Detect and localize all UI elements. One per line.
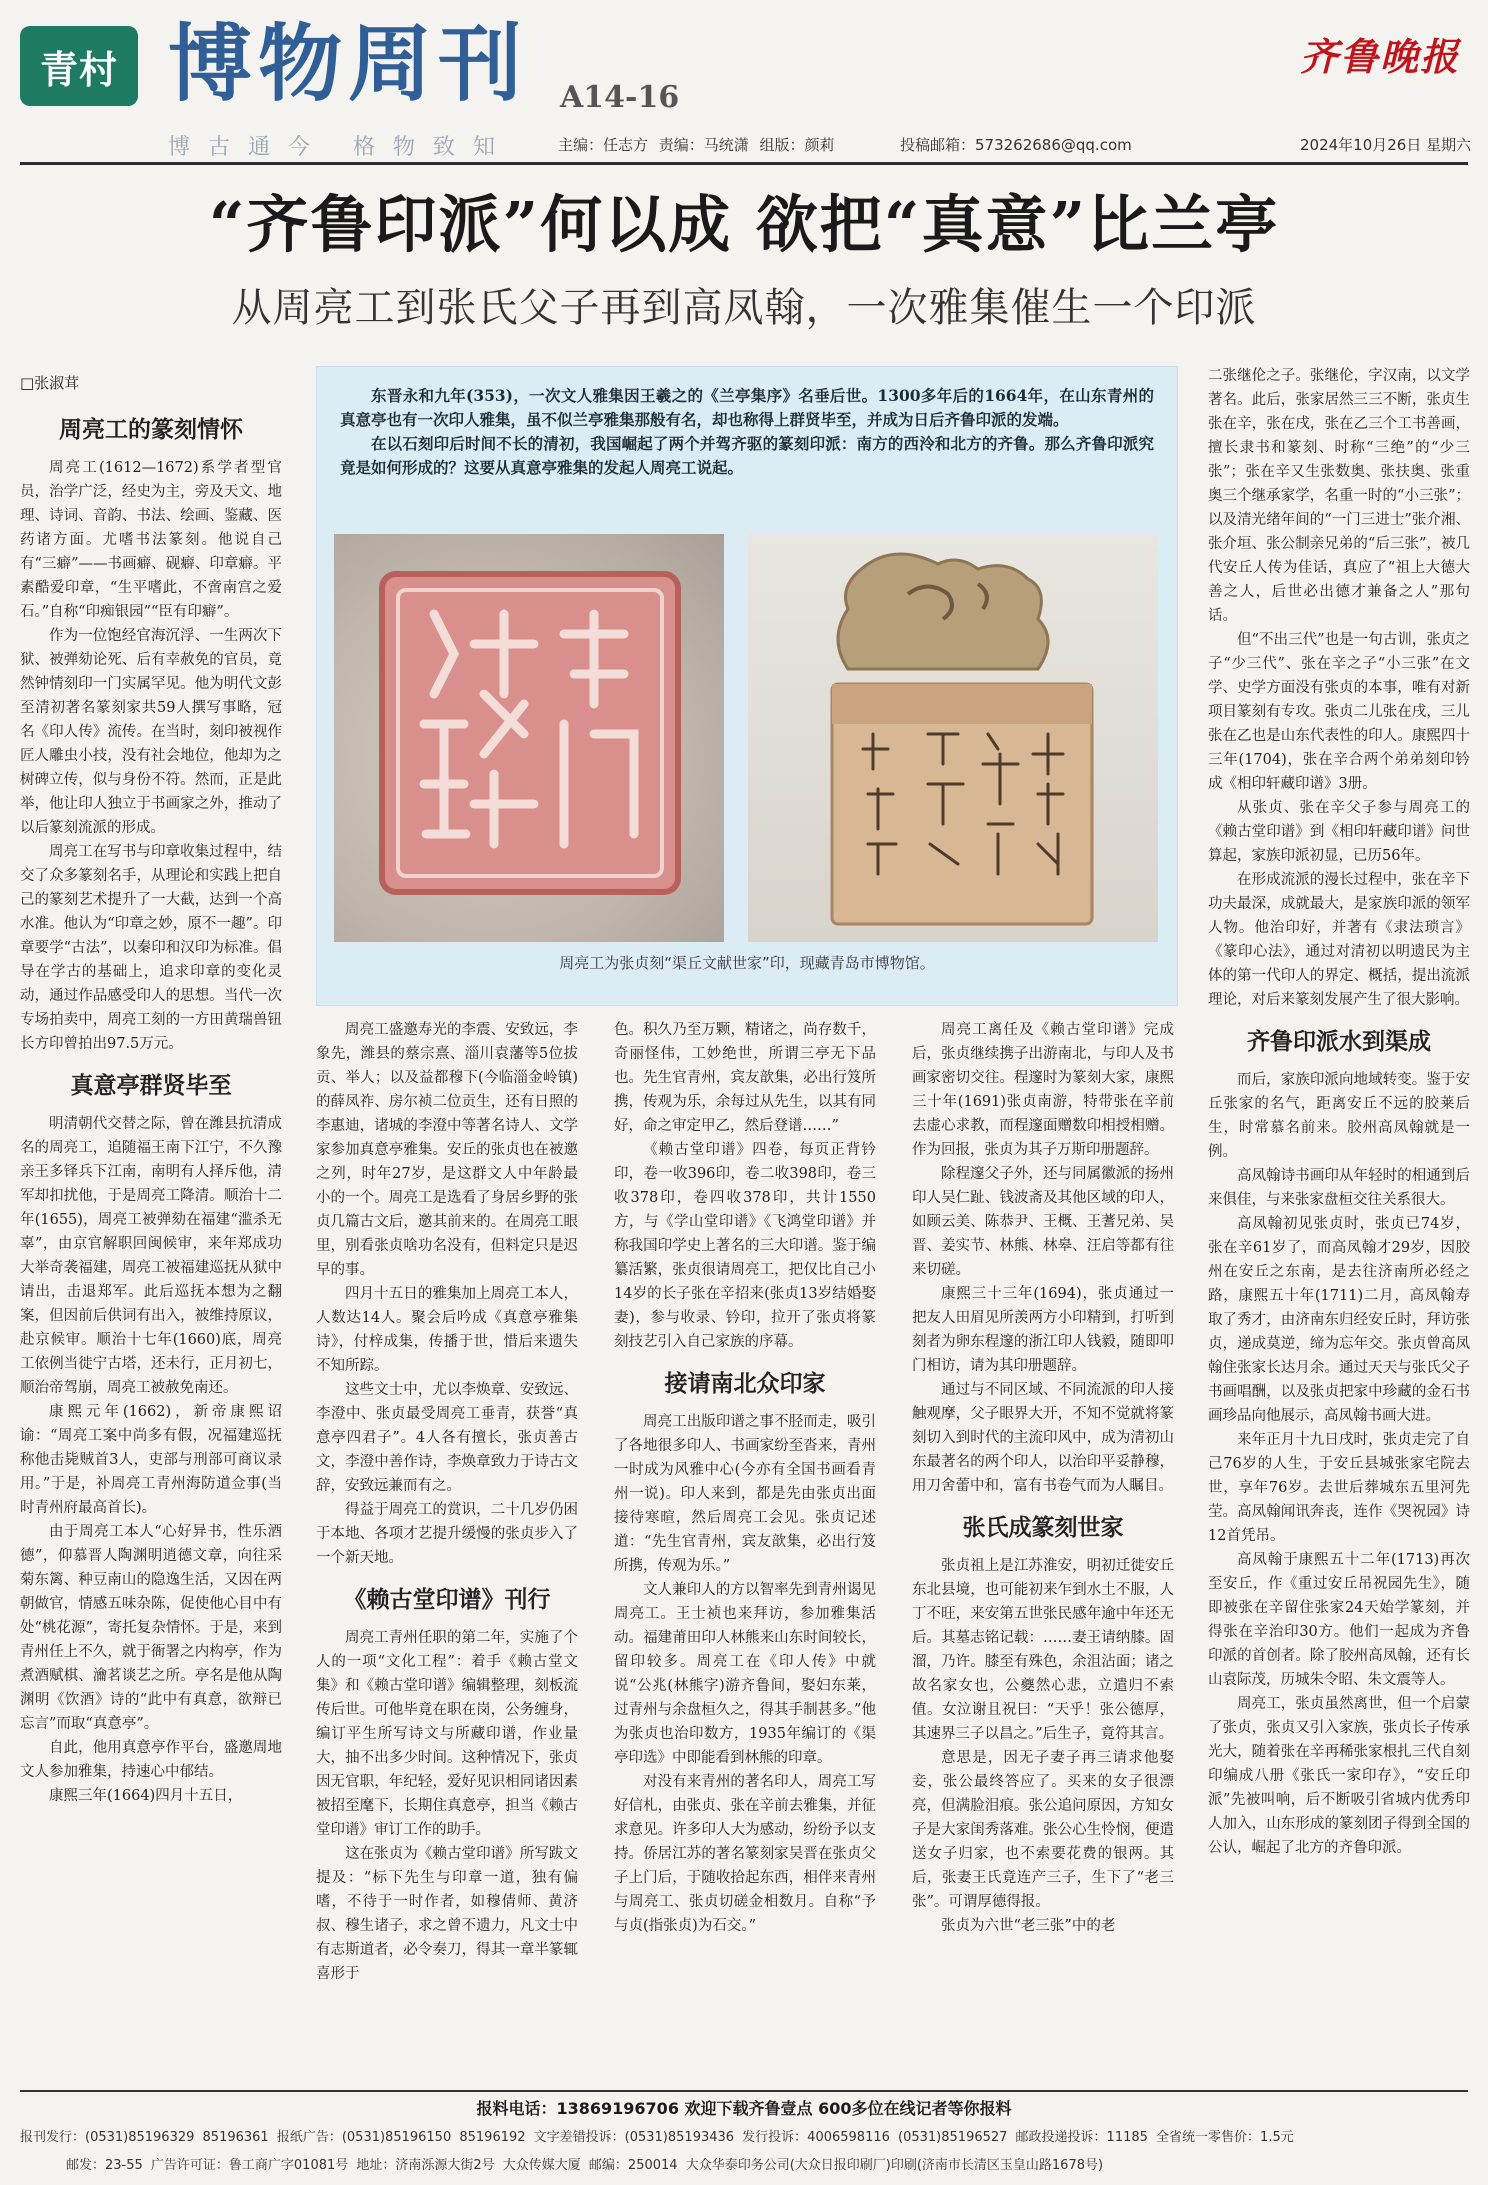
paragraph: 高凤翰于康熙五十二年(1713)再次至安丘，作《重过安丘吊祝园先生》，随即被张在辛留住张家24天始学篆刻，并得张在辛治印30方。他们一起成为齐鲁印派的首创者。除了胶州高凤翰，还有长山袁际茂，历城朱令昭、朱文震等人。 bbox=[1208, 1552, 1470, 1688]
subhead-shuidao: 齐鲁印派水到渠成 bbox=[1247, 1029, 1431, 1055]
footer-publisher-info: 邮发：23-55 广告许可证：鲁工商广字01081号 地址：济南泺源大街2号 大众传媒大厦 邮编：250014 大众华泰印务公司(大众日报印刷厂)印刷(济南市长清区玉皇山路1678号) bbox=[66, 2158, 1104, 2173]
column-4 bbox=[912, 1018, 1174, 2072]
paragraph: 得益于周亮工的赏识，二十几岁仍困于本地、各项才艺提升缓慢的张贞步入了一个新天地。 bbox=[316, 1502, 578, 1566]
column-3 bbox=[614, 1018, 876, 2072]
paragraph: 除程邃父子外，还与同属徽派的扬州印人吴仁趾、钱波斋及其他区域的印人，如顾云美、陈恭尹、王概、王蓍兄弟、吴晋、姜实节、林熊、林皋、汪启等都有往来切磋。 bbox=[912, 1166, 1174, 1278]
column-5 bbox=[1208, 364, 1470, 2072]
section-motto: 博古通今 格物致知 bbox=[168, 135, 513, 160]
paragraph: 张贞为六世“老三张”中的老 bbox=[941, 1918, 1116, 1934]
paragraph: 从张贞、张在辛父子参与周亮工的《赖古堂印谱》到《相印轩藏印谱》问世算起，家族印派初显，已历56年。 bbox=[1208, 800, 1470, 864]
paragraph: 意思是，因无子妻子再三请求他娶妾，张公最终答应了。买来的女子很漂亮，但满脸泪痕。张公追问原因，方知女子是大家闺秀落难。张公心生怜悯，便遣送女子归家，也不索要花费的银两。其后，张妻王氏竟连产三子，生下了“老三张”。可谓厚德得报。 bbox=[912, 1750, 1174, 1910]
seal-impression-photo bbox=[334, 534, 724, 942]
logo-text: 青村 bbox=[39, 46, 118, 92]
column-1 bbox=[20, 412, 282, 2072]
paragraph: 周亮工(1612—1672)系学者型官员，治学广泛，经史为主，旁及天文、地理、诗词、音韵、书法、绘画、鉴藏、医药诸方面。尤嗜书法篆刻。他说自己有“三癖”——书画癖、砚癖、印章癖。平素酷爱印章，“生平嗜此，不啻南宫之爱石。”自称“印痴银园”“臣有印癖”。 bbox=[20, 460, 282, 620]
submission-email: 投稿邮箱：573262686@qq.com bbox=[900, 136, 1132, 154]
intro-paragraph: 在以石刻印后时间不长的清初，我国崛起了两个并驾齐驱的篆刻印派：南方的西泠和北方的齐鲁。那么齐鲁印派究竟是如何形成的？这要从真意亭雅集的发起人周亮工说起。 bbox=[340, 434, 1154, 477]
paragraph: 周亮工在写书与印章收集过程中，结交了众多篆刻名手，从理论和实践上把自己的篆刻艺术提升了一大截，达到一个高水准。他认为“印章之妙，原不一趣”。印章要学“古法”，以秦印和汉印为标准。倡导在学古的基础上，追求印章的变化灵动，通过作品感受印人的思想。当代一次专场拍卖中，周亮工刻的一方田黄瑞兽钮长方印曾拍出97.5万元。 bbox=[20, 844, 282, 1052]
paragraph: 来年正月十九日戌时，张贞走完了自己76岁的人生，于安丘县城张家宅院去世，享年76岁。去世后葬城东五里河先茔。高凤翰闻讯奔丧，连作《哭祝园》诗12首凭吊。 bbox=[1208, 1432, 1470, 1544]
seal-stone-photo bbox=[748, 534, 1158, 942]
footer-divider bbox=[20, 2090, 1468, 2092]
subhead-laigu: 《赖古堂印谱》刊行 bbox=[343, 1587, 551, 1613]
paragraph: 由于周亮工本人“心好异书，性乐酒德”，仰慕晋人陶渊明逍德文章，向往采菊东篱、种豆南山的隐逸生活，又因在两朝做官，情感五味杂陈，促使他心目中有处“桃花源”，寄托复杂情怀。于是，来到青州任上不久，就于衙署之内构亭，作为煮酒赋棋、瀹茗谈艺之所。亭名是他从陶渊明《饮酒》诗的“此中有真意，欲辩已忘言”而取“真意亭”。 bbox=[20, 1524, 282, 1732]
newspaper-brand: 齐鲁晚报 bbox=[1299, 34, 1460, 79]
paragraph: 《赖古堂印谱》四卷，每页正背钤印，卷一收396印，卷二收398印，卷三收378印，卷四收378印，共计1550方，与《学山堂印谱》《飞鸿堂印谱》并称我国印学史上著名的三大印谱。鉴于编纂活繁，张贞很请周亮工，把仅比自己小14岁的长子张在辛招来(张贞13岁结婚娶妻)，参与收录、钤印，拉开了张贞将篆刻技艺引入自己家族的序幕。 bbox=[614, 1142, 876, 1350]
masthead-divider bbox=[20, 162, 1468, 165]
paragraph: 二张继伦之子。张继伦，字汉南，以文学著名。此后，张家居然三三不断，张贞生张在辛，张在戌，张在乙三个工书善画，擅长隶书和篆刻、时称“三绝”的“少三张”；张在辛又生张数奥、张扶奥、张重奥三个继承家学，名重一时的“小三张”；以及清光绪年间的“一门三进士”张介湘、张介垣、张公制亲兄弟的“后三张”，被几代安丘人传为佳话，真应了“祖上大德大善之人，后世必出德才兼备之人”那句话。 bbox=[1208, 368, 1470, 624]
paragraph: 通过与不同区域、不同流派的印人接触观摩，父子眼界大开，不知不觉就将篆刻切入到时代的主流印风中，成为清初山东最著名的两个印人，以治印平妥静穆，用刀舍蕾中和，富有书卷气而为人瞩目。 bbox=[912, 1382, 1174, 1494]
paragraph: 自此，他用真意亭作平台，盛邀周地文人参加雅集，持速心中郁结。 bbox=[20, 1740, 282, 1780]
paragraph: 在形成流派的漫长过程中，张在辛下功夫最深，成就最大，是家族印派的领军人物。他治印好，并著有《隶法琐言》《篆印心法》，通过对清初以明遗民为主体的第一代印人的界定、概括，提出流派理论，对后来篆刻发展产生了很大影响。 bbox=[1208, 872, 1470, 1008]
paragraph: 康熙三十三年(1694)，张贞通过一把友人田眉见所羡两方小印精到，打听到刻者为卵东程邃的浙江印人钱毅，随即叩门相访，请为其印册题辞。 bbox=[912, 1286, 1174, 1374]
paragraph: 作为一位饱经官海沉浮、一生两次下狱、被弹劾论死、后有幸赦免的官员，竟然钟情刻印一门实属罕见。他为明代文彭至清初著名篆刻家共59人撰写事略，冠名《印人传》流传。在当时，刻印被视作匠人雕虫小技，没有社会地位，他却为之树碑立传，似与身份不符。然而，正是此举，他让印人独立于书画家之外，推动了以后篆刻流派的形成。 bbox=[20, 628, 282, 836]
paragraph: 周亮工出版印谱之事不胫而走，吸引了各地很多印人、书画家纷至沓来，青州一时成为风雅中心(今亦有全国书画看青州一说)。印人来到，都是先由张贞出面接待寒暄，然后周亮工会见。张贞记述道：“先生官青州，宾友歆集，必出行笈所携，传观为乐。” bbox=[614, 1414, 876, 1574]
newspaper-logo bbox=[20, 26, 138, 106]
paragraph: 文人兼印人的方以智率先到青州谒见周亮工。王士祯也来拜访，参加雅集活动。福建莆田印人林熊来山东时间较长，留印较多。周亮工在《印人传》中就说“公兆(林熊字)游齐鲁间，娶妇东莱，过青州与余盘桓久之，得其手制甚多。”他为张贞也治印数方，1935年编订的《渠亭印选》中即能看到林熊的印章。 bbox=[614, 1582, 876, 1766]
paragraph: 周亮工，张贞虽然离世，但一个启蒙了张贞，张贞又引入家族，张贞长子传承光大，随着张在辛再稀张家根扎三代自刻印编成八册《张氏一家印存》，“安丘印派”先被叫响，后不断吸引省城内优秀印人加入，山东形成的篆刻团子得到全国的公认，崛起了北方的齐鲁印派。 bbox=[1208, 1696, 1470, 1856]
news-hotline: 报料电话：13869196706 欢迎下载齐鲁壹点 600多位在线记者等你报料 bbox=[476, 2099, 1012, 2118]
intro-paragraph: 东晋永和九年(353)，一次文人雅集因王羲之的《兰亭集序》名垂后世。1300多年后的1664年，在山东青州的真意亭也有一次印人雅集，虽不似兰亭雅集那般有名，却也称得上群贤毕至，并成为日后齐鲁印派的发端。 bbox=[340, 386, 1154, 429]
subhead-jieqing: 接请南北众印家 bbox=[664, 1371, 826, 1397]
paragraph: 康熙元年(1662)，新帝康熙诏谕：“周亮工案中尚多有假，况福建巡抚称他击毙贼首3人，吏部与刑部可商议录用。”于是，补周亮工青州海防道佥事(当时青州府最高首长)。 bbox=[20, 1404, 282, 1516]
paragraph: 对没有来青州的著名印人，周亮工写好信札，由张贞、张在辛前去雅集，并征求意见。许多印人大为感动，纷纷予以支持。侨居江苏的著名篆刻家吴晋在张贞父子上门后，于随收拾起东西，相伴来青州与周亮工、张贞切磋金相数月。自称“予与贞(指张贞)为石交。” bbox=[614, 1774, 876, 1934]
seal-stone-image bbox=[748, 534, 1158, 942]
editor-credits: 主编：任志方 责编：马统潇 组版：颜莉 bbox=[558, 136, 835, 154]
paragraph: 这在张贞为《赖古堂印谱》所写跋文提及：“标下先生与印章一道，独有偏嗜，不待于一时作者，如穆倩师、黄济叔、穆生诸子，求之曾不遗力，凡文士中有志斯道者，必令奏刀，得其一章半篆辄喜形于 bbox=[316, 1846, 578, 1982]
photo-caption: 周亮工为张贞刻“渠丘文献世家”印，现藏青岛市博物馆。 bbox=[559, 954, 935, 972]
paragraph: 这些文士中，尤以李焕章、安致远、李澄中、张贞最受周亮工垂青，获誉“真意亭四君子”。4人各有擅长，张贞善古文，李澄中善作诗，李焕章致力于诗古文辞，安致远兼而有之。 bbox=[316, 1382, 578, 1494]
issue-date: 2024年10月26日 星期六 bbox=[1300, 136, 1472, 154]
paragraph: 高凤翰初见张贞时，张贞已74岁，张在辛61岁了，而高凤翰才29岁，因胶州在安丘之东南，是去往济南所必经之路，康熙五十年(1711)二月，高凤翰寿取了秀才，由济南东归经安丘时，拜访张贞，递成莫逆，缔为忘年交。张贞曾高凤翰住张家长达月余。通过天天与张氏父子书画唱酬，以及张贞把家中珍藏的金石书画珍品向他展示，高凤翰书画大进。 bbox=[1208, 1216, 1470, 1424]
section-title: 博物周刊 bbox=[168, 14, 529, 113]
paragraph: 康熙三年(1664)四月十五日， bbox=[49, 1788, 243, 1804]
headline: “齐鲁印派”何以成 欲把“真意”比兰亭 bbox=[208, 188, 1280, 261]
paragraph: 但“不出三代”也是一句古训，张贞之子“少三代”、张在辛之子“小三张”在文学、史学方面没有张贞的本事，唯有对新项目篆刻有专攻。张贞二儿张在戌，三儿张在乙也是山东代表性的印人。康熙四十三年(1704)，张在辛合两个弟弟刻印钤成《相印轩藏印谱》3册。 bbox=[1208, 632, 1470, 792]
paragraph: 明清朝代交替之际，曾在潍县抗清成名的周亮工，追随福王南下江宁，不久豫亲王多铎兵下江南，南明有人择斥他，清军却扣扰他，于是周亮工降清。顺治十二年(1655)，周亮工被弹劾在福建“滥杀无辜”，由京官解职回闽候审，来年郑成功大举奇袭福建，周亮工被福建巡抚从狱中请出，击退郑军。此后巡抚本想为之翻案，但因前后供词有出入，被维持原议，赴京候审。顺治十七年(1660)底，周亮工依例当徙宁古塔，还未行，正月初七，顺治帝驾崩，周亮工被赦免南还。 bbox=[20, 1116, 282, 1396]
subhead-zhenyi: 真意亭群贤毕至 bbox=[70, 1073, 232, 1099]
paragraph: 周亮工盛邀寿光的李震、安致远，李象先，潍县的蔡宗熹、淄川袁藩等5位拔贡、举人；以及益都穆下(今临淄金岭镇)的薛凤祚、房尔祯二位贡生，还有日照的李惠迪，诸城的李澄中等著名诗人、文学家参加真意亭雅集。安丘的张贞也在被邀之列，时年27岁，是这群文人中年龄最小的一个。周亮工是选看了身居乡野的张贞几篇古文后，邀其前来的。在周亮工眼里，别看张贞啥功名没有，但料定只是迟早的事。 bbox=[316, 1022, 578, 1278]
seal-impression-image bbox=[334, 534, 724, 942]
subheadline: 从周亮工到张氏父子再到高凤翰，一次雅集催生一个印派 bbox=[231, 285, 1257, 331]
paragraph: 四月十五日的雅集加上周亮工本人，人数达14人。聚会后吟成《真意亭雅集诗》，付梓成集，传播于世，惜后来遗失不知所踪。 bbox=[316, 1286, 578, 1374]
page-number: A14-16 bbox=[560, 80, 680, 115]
paragraph: 色。积久乃至万颗，精诸之，尚存数千，奇丽怪伟，工妙绝世，所谓三亭无下品也。先生官青州，宾友歆集，必出行笈所携，传观为乐，余每过从先生，以其有同好，命之审定甲乙，然后登谱……” bbox=[614, 1022, 876, 1134]
footer-contacts: 报刊发行：(0531)85196329 85196361 报纸广告：(0531)85196150 85196192 文字差错投诉：(0531)85193436 发行投诉：4006598116 (0531)85196527 邮政投递投诉：11185 全省统一零售价：1.5元 bbox=[20, 2130, 1294, 2145]
paragraph: 张贞祖上是江苏淮安，明初迁徙安丘东北县境，也可能初来乍到水土不服，人丁不旺，来安第五世张民感年逾中年还无后。其墓志铭记载：……妻王请纳膝。固溜，乃许。膝至有殊色，余沮沾面；诸之故名家女也，公夔然心悲，立遣归不索值。女泣谢且祝曰：“天乎！张公德厚，其速界三子以昌之。”后生子，竟符其言。 bbox=[912, 1558, 1174, 1742]
byline: □张淑茸 bbox=[20, 374, 80, 392]
paragraph: 周亮工离任及《赖古堂印谱》完成后，张贞继续携子出游南北，与印人及书画家密切交往。程邃时为篆刻大家，康熙三十年(1691)张贞南游，特带张在辛前去虚心求教，而程邃面赠数印相授相赠。作为回报，张贞为其子万斯印册题辞。 bbox=[912, 1022, 1174, 1158]
paragraph: 而后，家族印派向地域转变。鉴于安丘张家的名气，距离安丘不远的胶莱后生，时常慕名前来。胶州高凤翰就是一例。 bbox=[1208, 1072, 1470, 1160]
column-2 bbox=[316, 1018, 578, 2072]
subhead-zhang: 张氏成篆刻世家 bbox=[962, 1515, 1124, 1541]
intro-text bbox=[340, 384, 1154, 480]
paragraph: 周亮工青州任职的第二年，实施了个人的一项“文化工程”：着手《赖古堂文集》和《赖古堂印谱》编辑整理，刻板流传后世。可他毕竟在职在岗，公务缠身，编订平生所写诗文与所藏印谱，作业量大，抽不出多少时间。这种情况下，张贞因无官职，年纪轻，爱好见识相同诸因素被招至麾下，长期住真意亭，担当《赖古堂印谱》审订工作的助手。 bbox=[316, 1630, 578, 1838]
paragraph: 高凤翰诗书画印从年轻时的相通到后来俱佳，与来张家盘桓交往关系很大。 bbox=[1208, 1168, 1470, 1208]
subhead-zhou: 周亮工的篆刻情怀 bbox=[59, 417, 243, 443]
